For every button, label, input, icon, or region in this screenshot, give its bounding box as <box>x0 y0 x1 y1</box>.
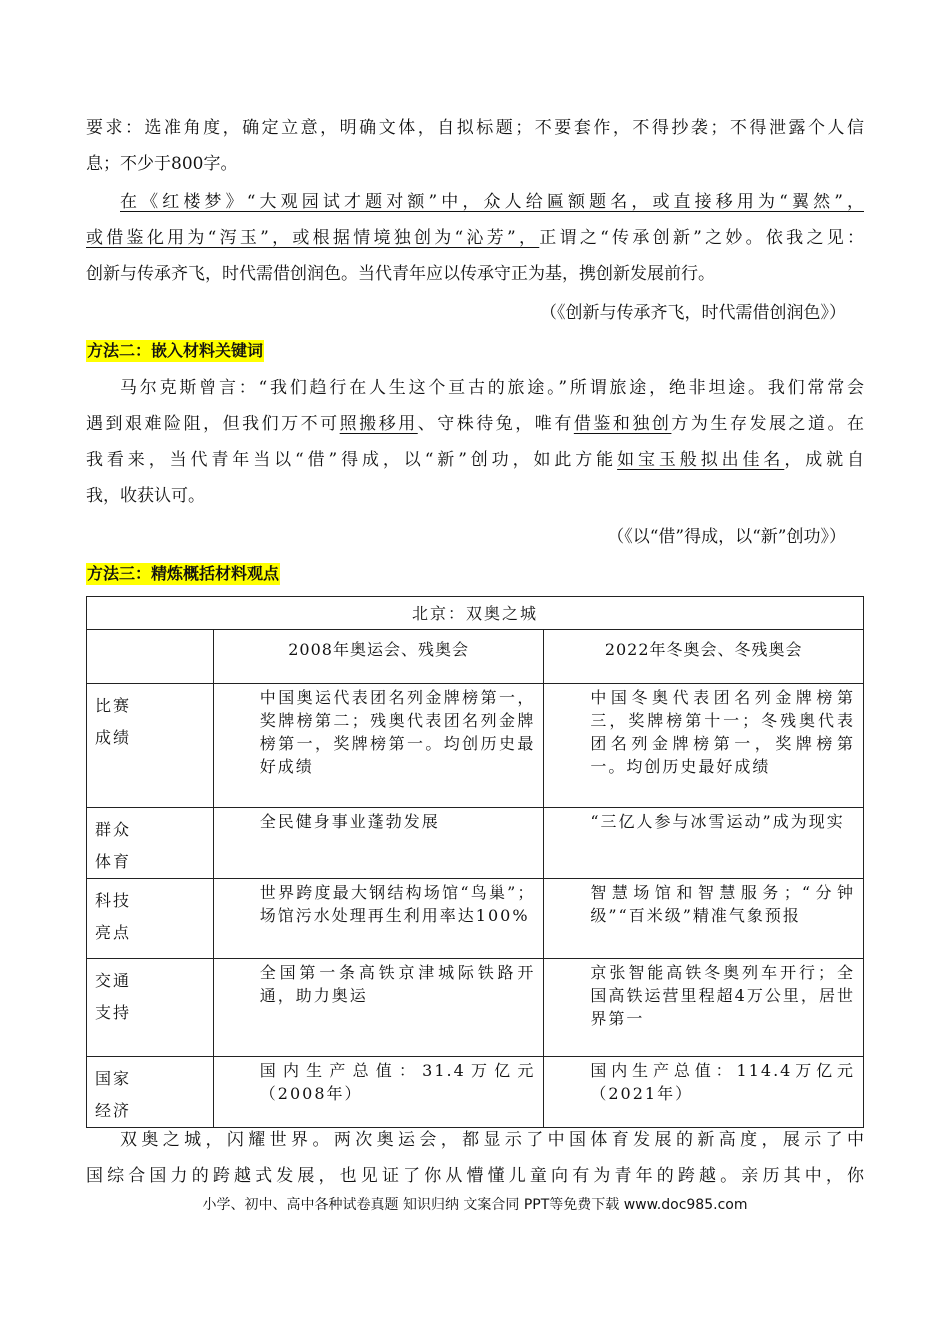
row-label: 科技 亮点 <box>87 879 214 959</box>
table-cell: 中国奥运代表团名列金牌榜第一，奖牌榜第二；残奥代表团名列金牌榜第一，奖牌榜第一。均创历史最好成绩 <box>213 684 544 808</box>
text-line: 国综合国力的跨越式发展，也见证了你从懵懂儿童向有为青年的跨越。亲历其中，你 <box>86 1166 864 1186</box>
underlined-text: 照搬移用 <box>339 414 418 434</box>
table-row <box>87 959 864 1057</box>
text-line: 息；不少于800字。 <box>86 154 238 174</box>
text-line <box>86 406 864 442</box>
table-cell: 智慧场馆和智慧服务；“分钟级”“百米级”精准气象预报 <box>544 879 864 959</box>
source-citation-1: （《创新与传承齐飞，时代需借创润色》） <box>540 303 846 323</box>
page-footer: 小学、初中、高中各种试卷真题 知识归纳 文案合同 PPT等免费下载 www.doc985.com <box>202 1197 748 1213</box>
row-label: 比赛 成绩 <box>87 684 214 808</box>
text-span: 我看来，当代青年当以“借”得成，以“新”创功，如此方能 <box>86 450 618 470</box>
text-span: 、守株待兔，唯有 <box>417 414 574 434</box>
underlined-line: 在《红楼梦》“大观园试才题对额”中，众人给匾额题名，或直接移用为“翼然”， <box>120 192 864 212</box>
underlined-text: 借鉴和独创 <box>573 414 672 434</box>
text-span: ，成就自 <box>784 450 865 470</box>
closing-paragraph <box>86 1122 864 1194</box>
table-cell: 中国冬奥代表团名列金牌榜第三，奖牌榜第十一；冬残奥代表团名列金牌榜第一，奖牌榜第一。均创历史最好成绩 <box>544 684 864 808</box>
table-cell: 京张智能高铁冬奥列车开行；全国高铁运营里程超4万公里，居世界第一 <box>544 959 864 1057</box>
table-row <box>87 808 864 879</box>
row-label: 交通 支持 <box>87 959 214 1057</box>
text-span: 正谓之“传承创新”之妙。依我之见： <box>539 228 865 248</box>
example-paragraph-2 <box>86 370 864 514</box>
method-2-heading: 方法二：嵌入材料关键词 <box>87 341 264 360</box>
table-row <box>87 1057 864 1128</box>
text-span: 方为生存发展之道。在 <box>671 414 865 434</box>
table-row <box>87 684 864 808</box>
text-line: 马尔克斯曾言：“我们趋行在人生这个亘古的旅途。”所谓旅途，绝非坦途。我们常常会 <box>120 378 864 398</box>
underlined-text: 或借鉴化用为“泻玉”，或根据情境独创为“沁芳”， <box>86 228 540 248</box>
text-line <box>86 220 864 256</box>
table-cell: 全国第一条高铁京津城际铁路开通，助力奥运 <box>213 959 544 1057</box>
method-3-heading: 方法三：精炼概括材料观点 <box>87 564 280 583</box>
table-cell: 国内生产总值：114.4万亿元（2021年） <box>544 1057 864 1128</box>
column-header-2022: 2022年冬奥会、冬残奥会 <box>544 630 864 684</box>
table-cell: “三亿人参与冰雪运动”成为现实 <box>544 808 864 879</box>
olympics-comparison-table <box>86 596 864 1128</box>
text-span: 遇到艰难险阻，但我们万不可 <box>86 414 340 434</box>
text-line: 要求：选准角度，确定立意，明确文体，自拟标题；不要套作，不得抄袭；不得泄露个人信 <box>86 118 864 138</box>
table-title: 北京：双奥之城 <box>87 597 864 630</box>
column-header-2008: 2008年奥运会、残奥会 <box>213 630 544 684</box>
source-citation-2: （《以“借”得成，以“新”创功》） <box>607 527 846 547</box>
text-line: 我，收获认可。 <box>86 486 205 506</box>
table-cell: 国内生产总值：31.4万亿元（2008年） <box>213 1057 544 1128</box>
row-label: 群众 体育 <box>87 808 214 879</box>
empty-header-cell <box>87 630 214 684</box>
requirement-paragraph <box>86 110 864 182</box>
underlined-text: 如宝玉般拟出佳名 <box>617 450 785 470</box>
table-cell: 世界跨度最大钢结构场馆“鸟巢”；场馆污水处理再生利用率达100% <box>213 879 544 959</box>
example-paragraph-1 <box>86 184 864 292</box>
table-cell: 全民健身事业蓬勃发展 <box>213 808 544 879</box>
table-row <box>87 879 864 959</box>
text-line: 创新与传承齐飞，时代需借创润色。当代青年应以传承守正为基，携创新发展前行。 <box>86 264 715 284</box>
text-line <box>86 442 864 478</box>
row-label: 国家 经济 <box>87 1057 214 1128</box>
text-line: 双奥之城，闪耀世界。两次奥运会，都显示了中国体育发展的新高度，展示了中 <box>120 1130 864 1150</box>
